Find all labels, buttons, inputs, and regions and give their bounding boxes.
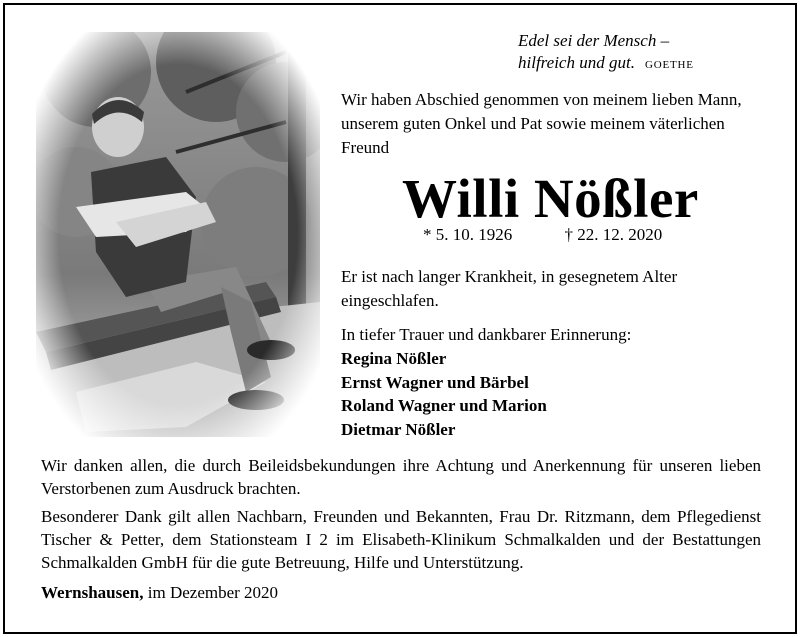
motto-line-2 — [518, 52, 758, 76]
place-name: Wernshausen, — [41, 583, 144, 602]
deceased-name: Willi Nößler — [402, 168, 699, 229]
mourner-name: Regina Nößler — [341, 349, 447, 368]
motto-author: GOETHE — [644, 59, 694, 71]
mourning-line: In tiefer Trauer und dankbarer Erinnerung: — [341, 325, 632, 344]
illness-text: Er ist nach langer Krankheit, in gesegnetem Alter eingeschlafen. — [341, 267, 678, 310]
place-and-date — [41, 581, 278, 605]
life-dates — [423, 224, 662, 246]
goethe-motto — [518, 30, 758, 76]
closing-date: im Dezember 2020 — [147, 583, 279, 602]
mourner-name: Dietmar Nößler — [341, 419, 456, 439]
mourner-name: Roland Wagner und Marion — [341, 396, 547, 415]
thanks-paragraph-2: Besonderer Dank gilt allen Nachbarn, Freunden und Bekannten, Frau Dr. Ritzmann, dem Pflegedienst Tischer & Petter, dem Stationsteam I 2 im Elisabeth-Klinikum Schmalkalden und der Bestattungen Schmalkalden GmbH für die gute Betreuung, Hilfe und Unterstützung. — [41, 507, 761, 572]
birth-date: * 5. 10. 1926 — [423, 225, 513, 244]
death-date: † 22. 12. 2020 — [564, 225, 663, 244]
intro-text: Wir haben Abschied genommen von meinem lieben Mann, unserem guten Onkel und Pat sowie meinem väterlichen Freund — [341, 90, 742, 157]
portrait-photo — [36, 32, 320, 437]
thanks-paragraph-1: Wir danken allen, die durch Beileidsbekundungen ihre Achtung und Anerkennung für unseren lieben Verstorbenen zum Ausdruck brachten. — [41, 456, 761, 498]
motto-line-2-text: hilfreich und gut. — [518, 53, 635, 72]
mourner-name: Ernst Wagner und Bärbel — [341, 372, 529, 392]
motto-line-1: Edel sei der Mensch – — [518, 31, 670, 50]
mourners-list — [341, 347, 547, 441]
thanks-section — [41, 454, 761, 579]
